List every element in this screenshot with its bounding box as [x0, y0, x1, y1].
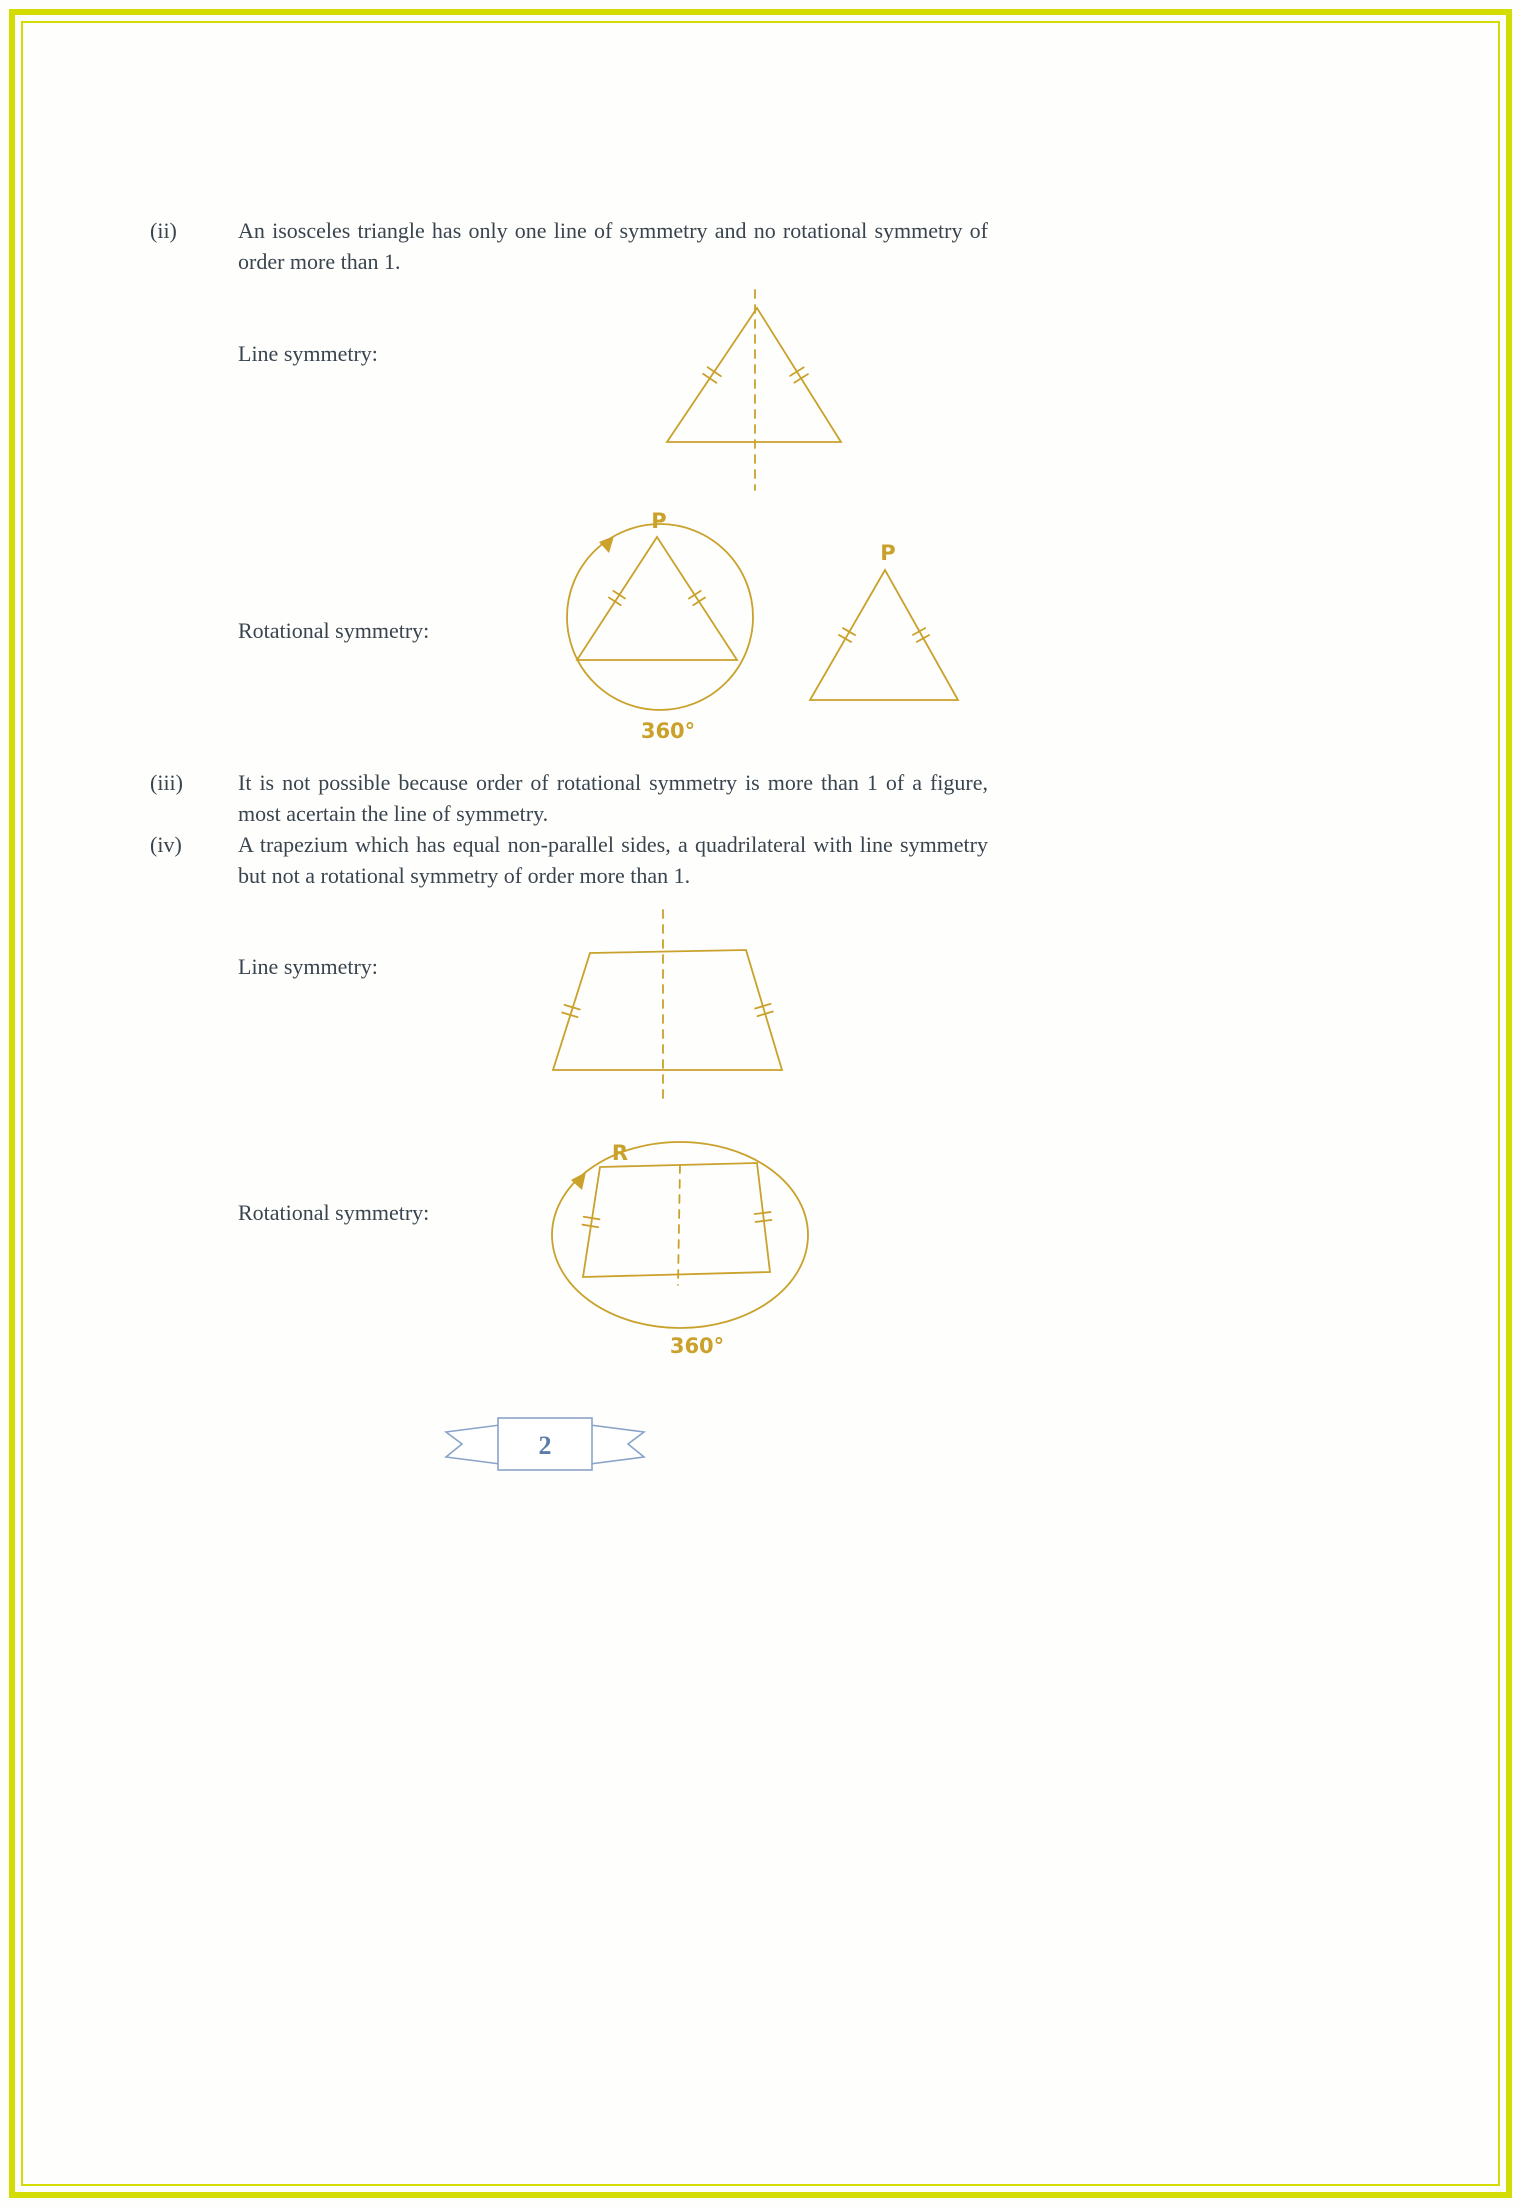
figure-triangle-rotational-symmetry	[555, 500, 985, 755]
page-number-ribbon	[430, 1402, 660, 1487]
vertex-label-p-left: P	[651, 509, 667, 533]
rotation-angle-label: 360°	[669, 1334, 725, 1358]
paragraph-iii: It is not possible because order of rotational symmetry is more than 1 of a figure, most acertain the line of symmetry.	[238, 770, 988, 826]
trapezium-outline	[553, 950, 782, 1070]
symmetry-axis-dashed-line	[678, 1165, 680, 1285]
caption-line-symmetry-trapezium: Line symmetry:	[238, 954, 378, 979]
vertex-label-p-right: P	[880, 541, 896, 565]
caption-line-symmetry-triangle: Line symmetry:	[238, 341, 378, 366]
list-marker-iii: (iii)	[150, 770, 183, 795]
list-marker-ii: (ii)	[150, 218, 177, 243]
isosceles-triangle-outline	[667, 308, 841, 442]
list-marker-iv: (iv)	[150, 832, 182, 857]
vertex-label-r: R	[611, 1141, 629, 1165]
figure-trapezium-line-symmetry	[520, 905, 820, 1115]
paragraph-ii: An isosceles triangle has only one line of symmetry and no rotational symmetry of order more than 1.	[238, 218, 988, 274]
paragraph-iv: A trapezium which has equal non-parallel sides, a quadrilateral with line symmetry but not a rotational symmetry of order more than 1.	[238, 832, 988, 888]
rotation-arrowhead-icon	[571, 1172, 586, 1190]
rotation-angle-label: 360°	[640, 719, 696, 743]
caption-rotational-symmetry-triangle: Rotational symmetry:	[238, 618, 430, 643]
figure-triangle-line-symmetry	[610, 282, 890, 507]
triangle-outline-rotating	[577, 537, 737, 660]
trapezium-outline-rotating	[583, 1163, 770, 1277]
figure-trapezium-rotational-symmetry	[545, 1135, 835, 1370]
caption-rotational-symmetry-trapezium: Rotational symmetry:	[238, 1200, 430, 1225]
page-number: 2	[538, 1431, 552, 1460]
triangle-outline-result	[810, 570, 958, 700]
rotation-arrow-circle	[567, 524, 753, 710]
